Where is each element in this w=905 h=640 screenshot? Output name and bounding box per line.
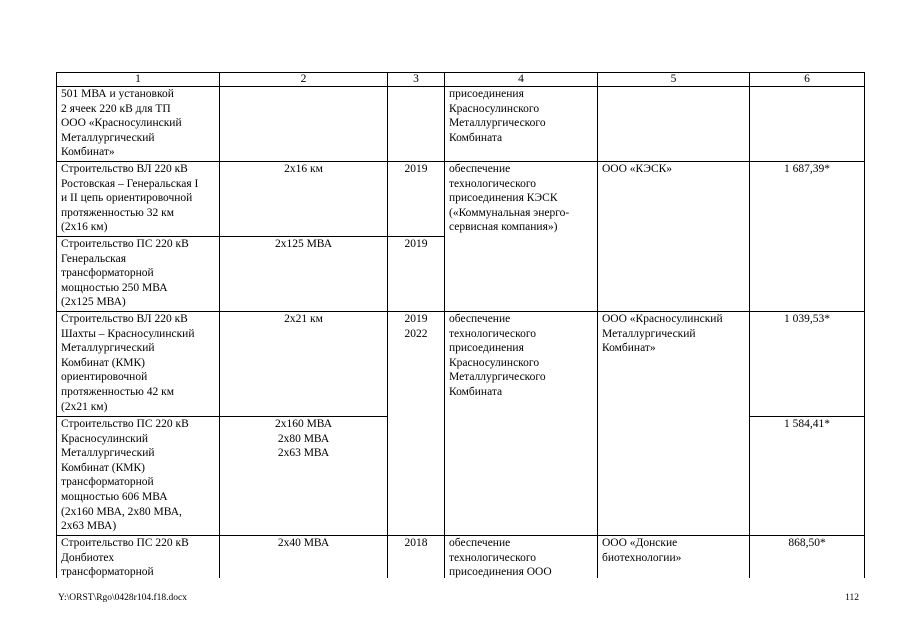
object-cell: Строительство ПС 220 кВ Красносулинский Металлургический Комбинат (КМК) трансформаторной мощностью 606 МВА (2х160 МВА, 2х80 МВА, 2х63 МВА) — [57, 417, 220, 536]
page-break-mask — [0, 578, 905, 590]
object-cell: Строительство ПС 220 кВ Генеральская трансформаторной мощностью 250 МВА (2х125 МВА) — [57, 237, 220, 312]
year-cell: 2019 — [388, 237, 445, 312]
cost-cell: 1 584,41* — [750, 417, 865, 536]
purpose-cell: обеспечение технологического присоединения Красносулинского Металлургического Комбината — [445, 312, 598, 536]
customer-cell: ООО «КЭСК» — [598, 162, 750, 312]
table-row — [57, 87, 865, 162]
capacity-cell: 2х40 МВА — [220, 536, 388, 586]
capacity-cell: 2х16 км — [220, 162, 388, 237]
year-cell: 2018 — [388, 536, 445, 586]
table-row — [57, 162, 865, 237]
capacity-cell: 2х21 км — [220, 312, 388, 417]
year-cell: 2019 2022 — [388, 312, 445, 536]
customer-cell: ООО «Донские биотехнологии» — [598, 536, 750, 586]
customer-cell — [598, 87, 750, 162]
header-cell: 6 — [750, 73, 865, 87]
capacity-cell — [220, 87, 388, 162]
data-table — [56, 72, 865, 586]
header-cell: 5 — [598, 73, 750, 87]
page-number: 112 — [845, 593, 859, 603]
header-cell: 4 — [445, 73, 598, 87]
capacity-cell: 2х160 МВА 2х80 МВА 2х63 МВА — [220, 417, 388, 536]
object-cell: Строительство ВЛ 220 кВ Ростовская – Генеральская I и II цепь ориентировочной протяженностью 32 км (2х16 км) — [57, 162, 220, 237]
file-path: Y:\ORST\Rgo\0428r104.f18.docx — [58, 593, 187, 603]
year-cell — [388, 87, 445, 162]
cost-cell: 1 039,53* — [750, 312, 865, 417]
year-cell: 2019 — [388, 162, 445, 237]
object-cell: Строительство ВЛ 220 кВ Шахты – Красносулинский Металлургический Комбинат (КМК) ориентировочной протяженностью 42 км (2х21 км) — [57, 312, 220, 417]
header-cell: 3 — [388, 73, 445, 87]
customer-cell: ООО «Красносулинский Металлургический Комбинат» — [598, 312, 750, 536]
header-cell: 1 — [57, 73, 220, 87]
header-cell: 2 — [220, 73, 388, 87]
cost-cell — [750, 87, 865, 162]
purpose-cell: обеспечение технологического присоединения КЭСК («Коммунальная энерго- сервисная компания») — [445, 162, 598, 312]
table-row — [57, 312, 865, 417]
purpose-cell: присоединения Красносулинского Металлургического Комбината — [445, 87, 598, 162]
cost-cell: 868,50* — [750, 536, 865, 586]
cost-cell: 1 687,39* — [750, 162, 865, 312]
header-row — [57, 73, 865, 87]
purpose-cell: обеспечение технологического присоединения ООО — [445, 536, 598, 586]
object-cell: 501 МВА и установкой 2 ячеек 220 кВ для ТП ООО «Красносулинский Металлургический Комбинат» — [57, 87, 220, 162]
capacity-cell: 2х125 МВА — [220, 237, 388, 312]
object-cell: Строительство ПС 220 кВ Донбиотех трансформаторной — [57, 536, 220, 586]
